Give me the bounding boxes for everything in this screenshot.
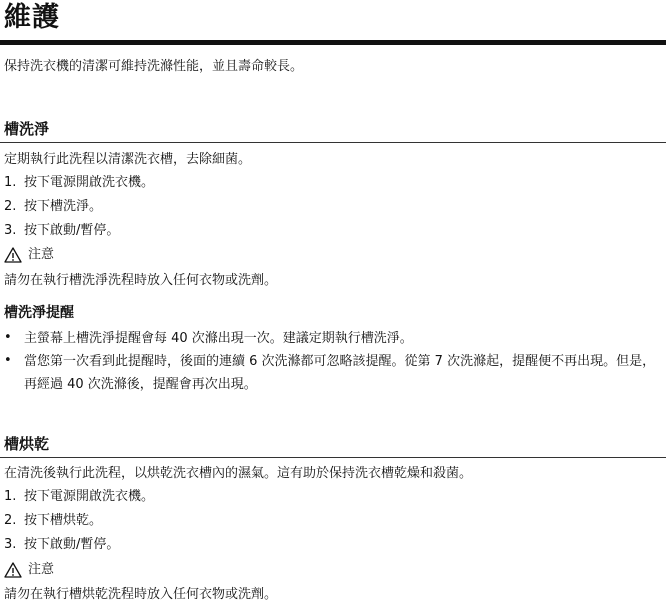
bullet-icon: • [4, 330, 12, 345]
section-heading-drum-dry: 槽烘乾 [4, 435, 50, 453]
list-item: 主螢幕上槽洗淨提醒會每 40 次滌出現一次。建議定期執行槽洗淨。 [24, 331, 413, 346]
step-number: 2. [4, 199, 17, 214]
step-text: 按下槽烘乾。 [24, 513, 103, 528]
section-heading-drum-clean: 槽洗淨 [4, 120, 50, 138]
caution-row [4, 246, 54, 264]
section-divider [0, 457, 666, 458]
intro-text: 保持洗衣機的清潔可維持洗滌性能，並且壽命較長。 [4, 59, 304, 74]
bullet-icon: • [4, 353, 12, 368]
step-text: 按下電源開啟洗衣機。 [24, 489, 155, 504]
step-text: 按下電源開啟洗衣機。 [24, 175, 155, 190]
step-text: 按下啟動/暫停。 [24, 223, 120, 238]
step-item [4, 488, 154, 506]
step-item [4, 198, 102, 216]
step-text: 按下啟動/暫停。 [24, 537, 120, 552]
caution-text: 請勿在執行槽洗淨洗程時放入任何衣物或洗劑。 [4, 273, 278, 288]
section-divider [0, 142, 666, 143]
drum-clean-desc: 定期執行此洗程以清潔洗衣槽，去除細菌。 [4, 152, 252, 167]
step-item [4, 174, 154, 192]
title-divider [0, 40, 666, 45]
step-text: 按下槽洗淨。 [24, 199, 103, 214]
page-title: 維護 [4, 2, 60, 33]
step-number: 3. [4, 223, 17, 238]
drum-dry-desc: 在清洗後執行此洗程，以烘乾洗衣槽內的濕氣。這有助於保持洗衣槽乾燥和殺菌。 [4, 466, 473, 481]
step-item [4, 536, 119, 554]
warning-triangle-icon [4, 562, 22, 578]
step-item [4, 222, 119, 240]
caution-label: 注意 [28, 247, 55, 262]
list-item: 當您第一次看到此提醒時，後面的連續 6 次洗滌都可忽略該提醒。從第 7 次洗滌起，提醒便不再出現。但是，再經過 40 次洗滌後，提醒會再次出現。 [24, 354, 656, 392]
subsection-heading-reminder: 槽洗淨提醒 [4, 305, 74, 321]
step-number: 1. [4, 175, 17, 190]
step-number: 1. [4, 489, 17, 504]
warning-triangle-icon [4, 247, 22, 263]
step-item [4, 512, 102, 530]
step-number: 2. [4, 513, 17, 528]
caution-label: 注意 [28, 562, 55, 577]
caution-text: 請勿在執行槽烘乾洗程時放入任何衣物或洗劑。 [4, 587, 278, 602]
caution-row [4, 561, 54, 579]
step-number: 3. [4, 537, 17, 552]
